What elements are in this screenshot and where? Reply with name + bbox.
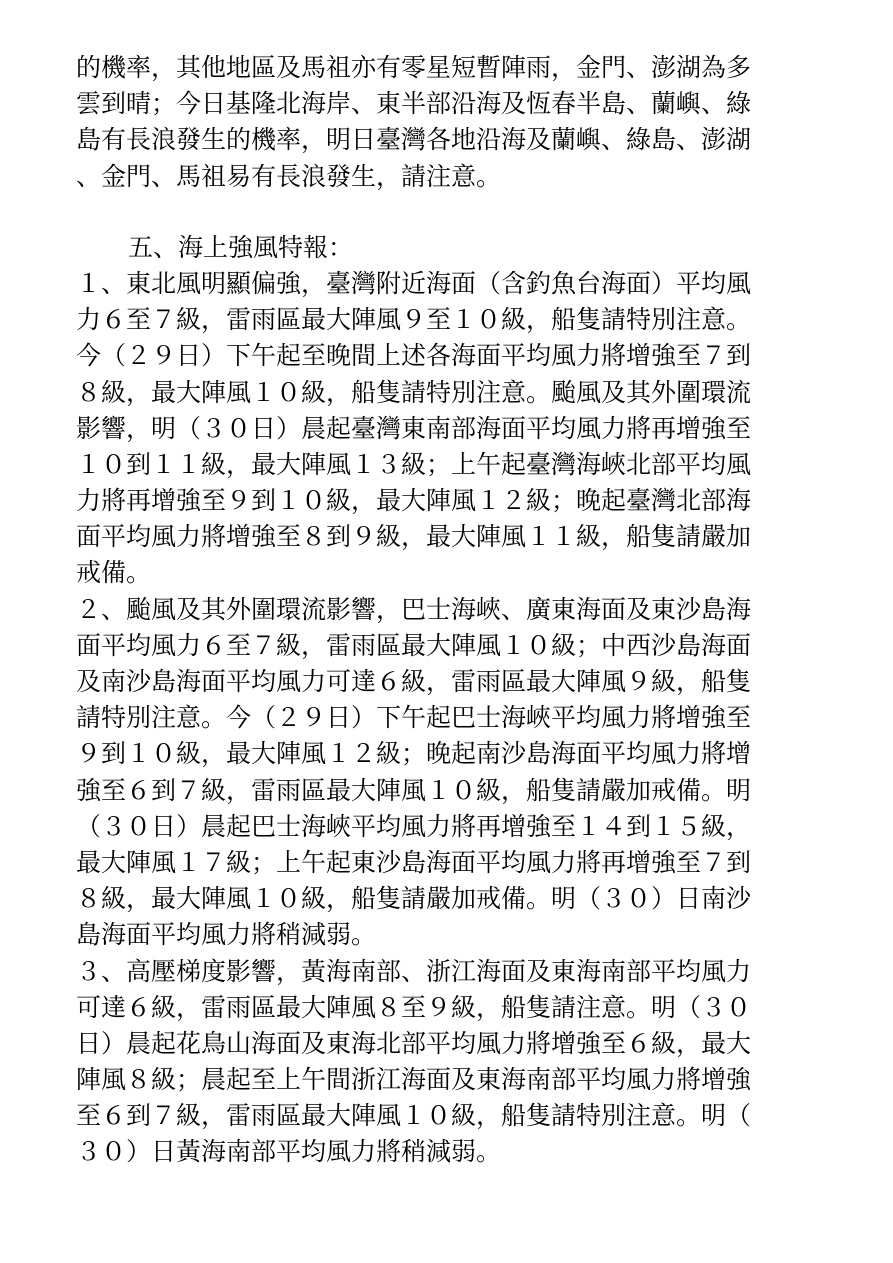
text-line: ８級，最大陣風１０級，船隻請特別注意。颱風及其外圍環流 xyxy=(76,377,752,407)
text-line: 請特別注意。今（２９日）下午起巴士海峽平均風力將增強至 xyxy=(76,703,752,733)
text-line: ８級，最大陣風１０級，船隻請嚴加戒備。明（３０）日南沙 xyxy=(76,884,752,914)
text-line: 至６到７級，雷雨區最大陣風１０級，船隻請特別注意。明（ xyxy=(76,1101,752,1131)
text-line: 面平均風力６至７級，雷雨區最大陣風１０級；中西沙島海面 xyxy=(76,630,752,660)
text-line: 島有長浪發生的機率，明日臺灣各地沿海及蘭嶼、綠島、澎湖 xyxy=(76,125,752,155)
paragraph-spacer xyxy=(76,195,811,230)
warning-item-3 xyxy=(76,954,811,1171)
text-line: 、金門、馬祖易有長浪發生，請注意。 xyxy=(76,161,502,191)
text-line: ９到１０級，最大陣風１２級；晚起南沙島海面平均風力將增 xyxy=(76,739,752,769)
text-line: 戒備。 xyxy=(76,558,152,588)
text-line: 影響，明（３０日）晨起臺灣東南部海面平均風力將再增強至 xyxy=(76,413,752,443)
text-line: ３０）日黃海南部平均風力將稍減弱。 xyxy=(76,1137,502,1167)
section-heading: 五、海上強風特報： xyxy=(128,232,354,262)
text-line: 陣風８級；晨起至上午間浙江海面及東海南部平均風力將增強 xyxy=(76,1065,752,1095)
text-line: 今（２９日）下午起至晚間上述各海面平均風力將增強至７到 xyxy=(76,341,752,371)
text-line: １、東北風明顯偏強，臺灣附近海面（含釣魚台海面）平均風 xyxy=(76,268,752,298)
text-line: （３０日）晨起巴士海峽平均風力將再增強至１４到１５級， xyxy=(76,811,752,841)
warning-item-1 xyxy=(76,266,811,592)
text-line: 及南沙島海面平均風力可達６級，雷雨區最大陣風９級，船隻 xyxy=(76,667,752,696)
text-line: ３、高壓梯度影響，黃海南部、浙江海面及東海南部平均風力 xyxy=(76,956,752,986)
text-line: 面平均風力將增強至８到９級，最大陣風１１級，船隻請嚴加 xyxy=(76,522,752,552)
text-line: 最大陣風１７級；上午起東沙島海面平均風力將再增強至７到 xyxy=(76,847,752,877)
text-line: 日）晨起花鳥山海面及東海北部平均風力將增強至６級，最大 xyxy=(76,1028,752,1058)
text-line: ２、颱風及其外圍環流影響，巴士海峽、廣東海面及東沙島海 xyxy=(76,594,752,624)
text-line: 雲到晴；今日基隆北海岸、東半部沿海及恆春半島、蘭嶼、綠 xyxy=(76,89,752,119)
text-line: 可達６級，雷雨區最大陣風８至９級，船隻請注意。明（３０ xyxy=(76,992,752,1022)
text-line: 島海面平均風力將稍減弱。 xyxy=(76,920,377,950)
text-line: 力將再增強至９到１０級，最大陣風１２級；晚起臺灣北部海 xyxy=(76,486,752,516)
text-line: 強至６到７級，雷雨區最大陣風１０級，船隻請嚴加戒備。明 xyxy=(76,775,752,805)
text-line: 力６至７級，雷雨區最大陣風９至１０級，船隻請特別注意。 xyxy=(76,305,752,335)
intro-paragraph xyxy=(76,50,811,195)
text-line: 的機率，其他地區及馬祖亦有零星短暫陣雨，金門、澎湖為多 xyxy=(76,53,752,82)
text-line: １０到１１級，最大陣風１３級；上午起臺灣海峽北部平均風 xyxy=(76,449,752,479)
document-page xyxy=(76,50,811,1171)
warning-item-2 xyxy=(76,592,811,954)
